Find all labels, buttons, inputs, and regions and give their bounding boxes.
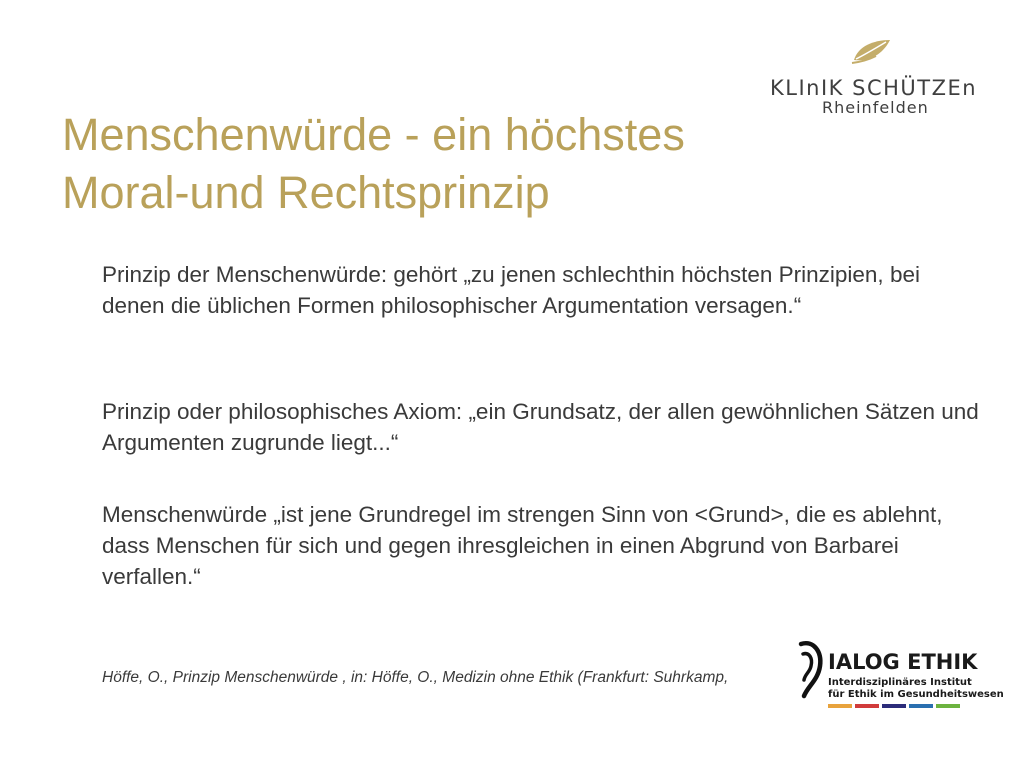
citation: Höffe, O., Prinzip Menschenwürde , in: Höffe, O., Medizin ohne Ethik (Frankfurt: Suhrkamp, bbox=[102, 669, 729, 686]
slide-title bbox=[62, 106, 685, 222]
dialog-ethik-color-bar-1 bbox=[828, 704, 852, 708]
dialog-ethik-subtitle-line-2: für Ethik im Gesundheitswesen bbox=[828, 689, 1004, 700]
slide-title-line-1: Menschenwürde - ein höchstes bbox=[62, 109, 685, 160]
dialog-ethik-color-bar-2 bbox=[855, 704, 879, 708]
klinik-schuetzen-logo bbox=[766, 38, 976, 120]
paragraph-2: Prinzip oder philosophisches Axiom: „ein Grundsatz, der allen gewöhnlichen Sätzen und Argumenten zugrunde liegt...“ bbox=[102, 399, 979, 455]
klinik-location: Rheinfelden bbox=[822, 98, 929, 117]
dialog-ethik-color-bars bbox=[828, 704, 960, 708]
klinik-name: KLInIK SCHÜTZEn bbox=[770, 76, 978, 100]
leaf-icon bbox=[850, 38, 892, 64]
dialog-ethik-subtitle bbox=[828, 677, 1004, 701]
dialog-ethik-color-bar-5 bbox=[936, 704, 960, 708]
dialog-ethik-name: IALOG ETHIK bbox=[828, 650, 978, 674]
paragraph-3: Menschenwürde „ist jene Grundregel im strengen Sinn von <Grund>, die es ablehnt, dass Menschen für sich und gegen ihresgleichen in einen Abgrund von Barbarei verfallen.“ bbox=[102, 502, 943, 589]
ear-d-icon bbox=[792, 638, 824, 700]
dialog-ethik-subtitle-line-1: Interdisziplinäres Institut bbox=[828, 677, 972, 688]
dialog-ethik-color-bar-3 bbox=[882, 704, 906, 708]
paragraph-1: Prinzip der Menschenwürde: gehört „zu jenen schlechthin höchsten Prinzipien, bei denen die üblichen Formen philosophischer Argumentation versagen.“ bbox=[102, 262, 920, 318]
dialog-ethik-logo bbox=[790, 636, 1004, 716]
slide-title-line-2: Moral-und Rechtsprinzip bbox=[62, 167, 550, 218]
dialog-ethik-color-bar-4 bbox=[909, 704, 933, 708]
